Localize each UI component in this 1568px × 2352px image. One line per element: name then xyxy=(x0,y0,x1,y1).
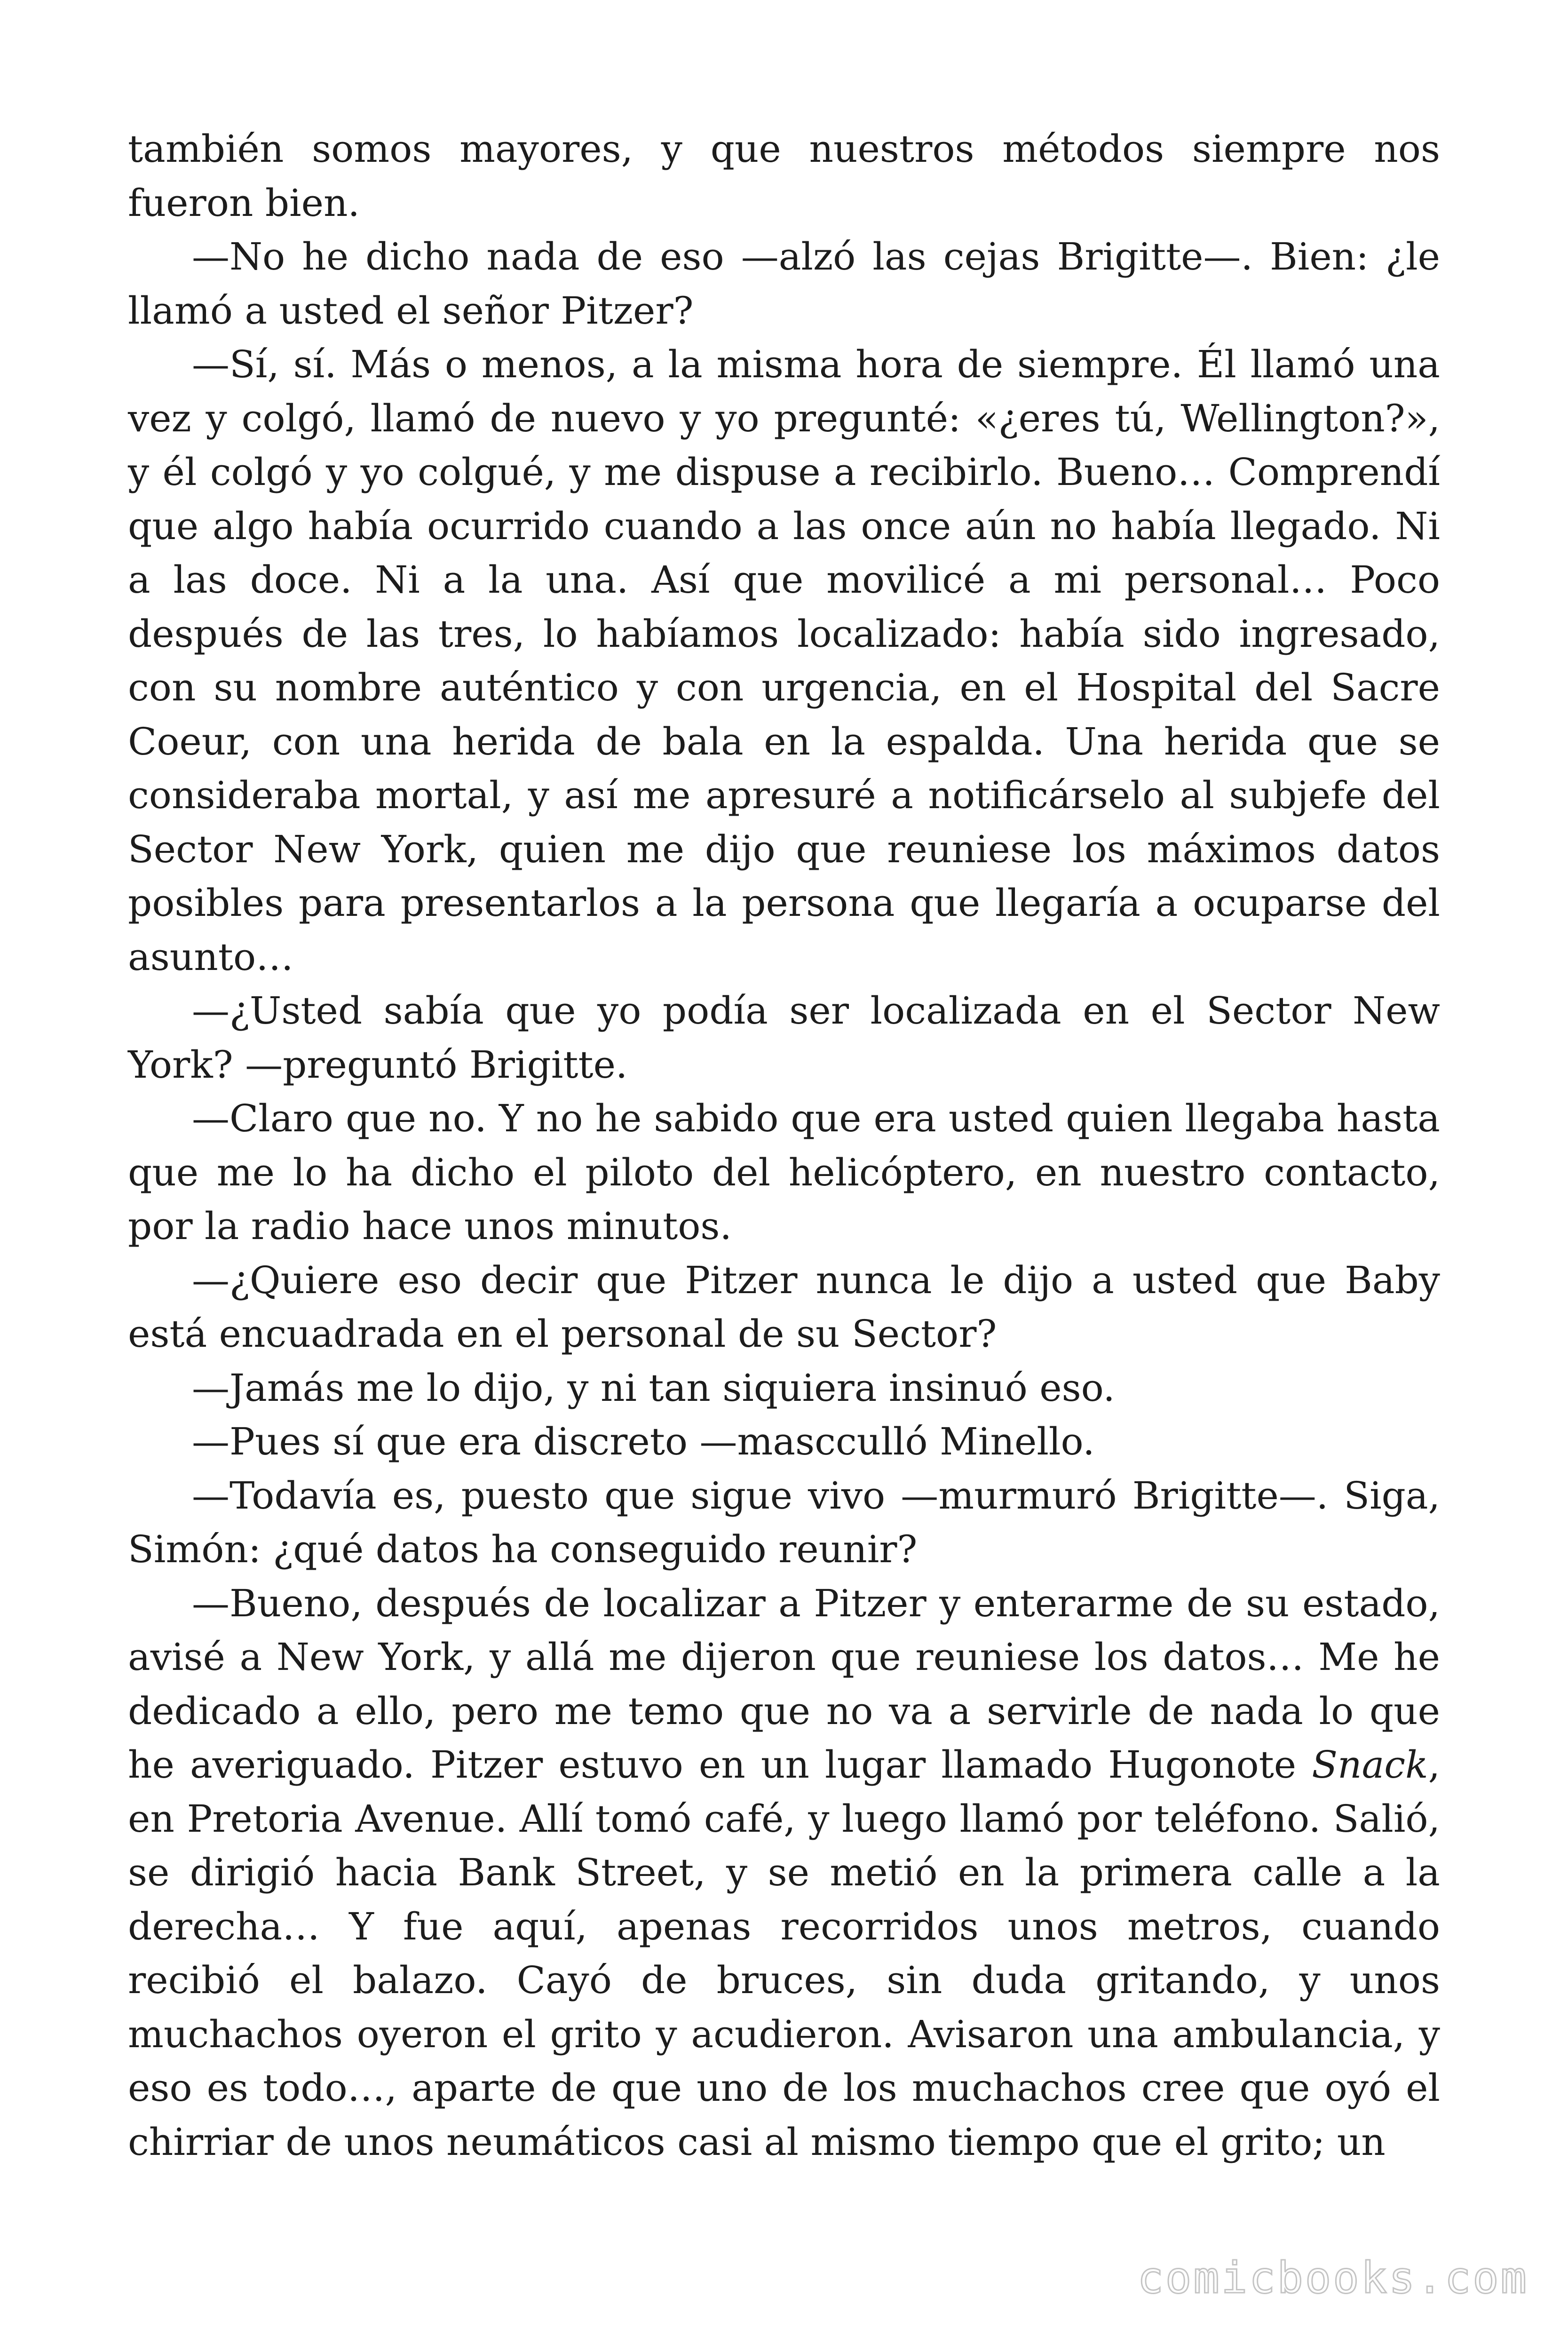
paragraph: —Jamás me lo dijo, y ni tan siquiera insinuó eso. xyxy=(192,1366,1115,1410)
paragraph: —No he dicho nada de eso —alzó las cejas Brigitte—. Bien: ¿le llamó a usted el señor Pitzer? xyxy=(128,235,1440,333)
paragraph: —Claro que no. Y no he sabido que era usted quien llegaba hasta que me lo ha dicho el piloto del helicóptero, en nuestro contacto, por la radio hace unos minutos. xyxy=(128,1097,1440,1248)
paragraph: —¿Usted sabía que yo podía ser localizada en el Sector New York? —preguntó Brigitte. xyxy=(128,989,1440,1087)
paragraph xyxy=(128,1577,1440,2169)
paragraph-text: —Bueno, después de localizar a Pitzer y enterarme de su estado, avisé a New York, y allá me dijeron que reuniese los datos… Me he dedicado a ello, pero me temo que no va a servirle de nada lo que he averiguado. Pitzer estuvo en un lugar llamado Hugonote xyxy=(128,1581,1440,1787)
paragraph: —¿Quiere eso decir que Pitzer nunca le dijo a usted que Baby está encuadrada en el personal de su Sector? xyxy=(128,1258,1440,1356)
paragraph: —Pues sí que era discreto —mascculló Minello. xyxy=(192,1420,1095,1463)
watermark: comicbooks.com xyxy=(1137,2253,1528,2303)
italic-word: Snack xyxy=(1312,1743,1428,1787)
book-page-text xyxy=(128,122,1440,2169)
paragraph: —Sí, sí. Más o menos, a la misma hora de siempre. Él llamó una vez y colgó, llamó de nuevo y yo pregunté: «¿eres tú, Wellington?», y él colgó y yo colgué, y me dispuse a recibirlo. Bueno… Comprendí que algo había ocurrido cuando a las once aún no había llegado. Ni a las doce. Ni a la una. Así que movilicé a mi personal… Poco después de las tres, lo habíamos localizado: había sido ingresado, con su nombre auténtico y con urgencia, en el Hospital del Sacre Coeur, con una herida de bala en la espalda. Una herida que se consideraba mortal, y así me apresuré a notificárselo al subjefe del Sector New York, quien me dijo que reuniese los máximos datos posibles para presentarlos a la persona que llegaría a ocuparse del asunto… xyxy=(128,342,1440,979)
paragraph-text: , en Pretoria Avenue. Allí tomó café, y luego llamó por teléfono. Salió, se dirigió hacia Bank Street, y se metió en la primera calle a la derecha… Y fue aquí, apenas recorridos unos metros, cuando recibió el balazo. Cayó de bruces, sin duda gritando, y unos muchachos oyeron el grito y acudieron. Avisaron una ambulancia, y eso es todo…, aparte de que uno de los muchachos cree que oyó el chirriar de unos neumáticos casi al mismo tiempo que el grito; un xyxy=(128,1743,1440,2164)
paragraph: —Todavía es, puesto que sigue vivo —murmuró Brigitte—. Siga, Simón: ¿qué datos ha conseguido reunir? xyxy=(128,1473,1440,1571)
paragraph: también somos mayores, y que nuestros métodos siempre nos fueron bien. xyxy=(128,127,1440,225)
